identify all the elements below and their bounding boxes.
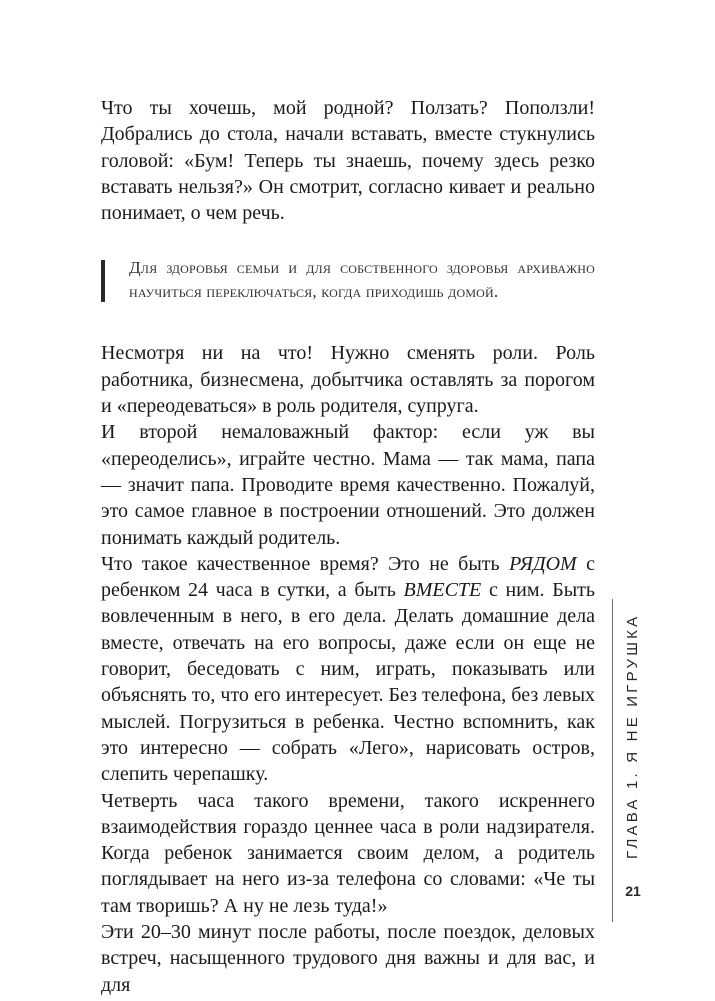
- paragraph-6: Эти 20–30 минут после работы, после поездок, деловых встреч, насыщенного трудового дня важны и для вас, и для: [101, 921, 595, 996]
- paragraph-5: Четверть часа такого времени, такого искреннего взаимодействия гораздо ценнее часа в роли надзирателя. Когда ребенок занимается своим делом, а родитель поглядывает на него из-за телефона со словами: «Че ты там творишь? А ну не лезь туда!»: [101, 789, 595, 917]
- pull-quote-text: Для здоровья семьи и для собственного здоровья архиважно научиться переключаться, когда приходишь домой.: [129, 258, 595, 302]
- emphasis-vmeste: ВМЕСТЕ: [403, 579, 482, 602]
- paragraph-4-part-2: с ребенком 24 часа в сутки, а быть: [101, 552, 595, 602]
- paragraph-4: [101, 551, 595, 788]
- emphasis-ryadom: РЯДОМ: [509, 552, 577, 575]
- paragraph-1: Что ты хочешь, мой родной? Ползать? Поползли! Добрались до стола, начали вставать, вместе стукнулись головой: «Бум! Теперь ты знаешь, почему здесь резко вставать нельзя?» Он смотрит, согласно кивает и реально понимает, о чем речь.: [101, 97, 595, 225]
- paragraph-3: И второй немаловажный фактор: если уж вы «переоделись», играйте честно. Мама — так мама, папа — значит папа. Проводите время качественно. Пожалуй, это самое главное в построении отношений. Это должен понимать каждый родитель.: [101, 421, 595, 549]
- running-head-divider: [612, 599, 613, 922]
- quote-bar: [101, 260, 105, 302]
- paragraph-4-part-3: с ним. Быть вовлеченным в него, в его дела. Делать домашние дела вместе, отвечать на его вопросы, даже если он еще не говорит, беседовать с ним, играть, показывать или объяснять то, что его интересует. Без телефона, без левых мыслей. Погрузиться в ребенка. Честно вспомнить, как это интересно — собрать «Лего», нарисовать остров, слепить черепашку.: [101, 579, 595, 786]
- pull-quote: [101, 256, 595, 304]
- main-text-column: [101, 95, 595, 998]
- page-number: 21: [625, 883, 641, 899]
- paragraph-4-part-1: Что такое качественное время? Это не быть: [101, 552, 510, 575]
- paragraph-2: Несмотря ни на что! Нужно сменять роли. Роль работника, бизнесмена, добытчика оставлять за порогом и «переодеваться» в роль родителя, супруга.: [101, 342, 595, 418]
- running-head-chapter-title: ГЛАВА 1. Я НЕ ИГРУШКА: [624, 613, 641, 859]
